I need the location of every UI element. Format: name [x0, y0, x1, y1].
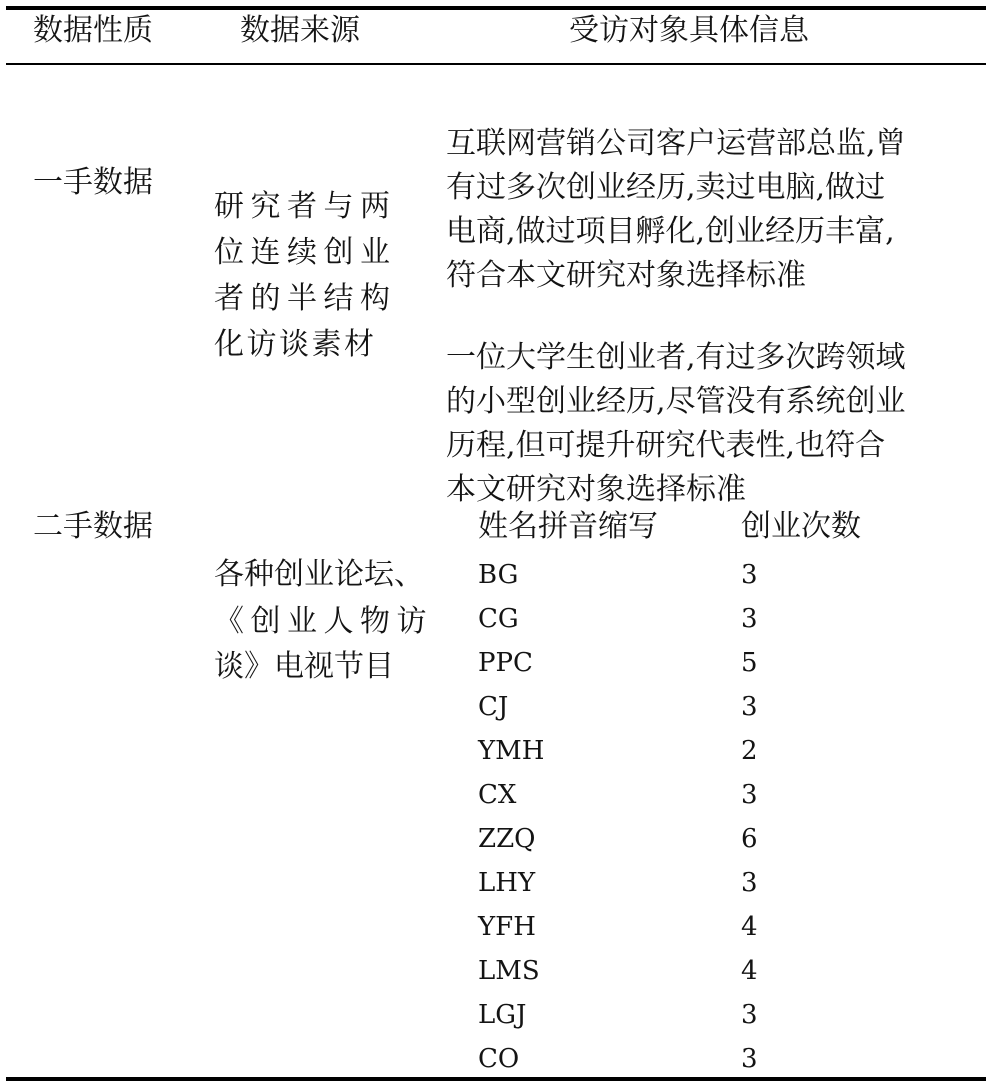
secondary-source-line: 谈》电视节目	[214, 649, 394, 684]
entrepreneur-name: LHY	[478, 868, 536, 898]
interviewee-2-line: 本文研究对象选择标准	[446, 472, 746, 507]
entrepreneur-name: CO	[478, 1044, 520, 1074]
table-bottom-rule	[6, 1077, 986, 1081]
venture-count: 3	[741, 868, 758, 898]
venture-count: 3	[741, 604, 758, 634]
interviewee-2-line: 一位大学生创业者,有过多次跨领域	[446, 340, 906, 375]
entrepreneur-name: LMS	[478, 956, 540, 986]
table-header-rule	[6, 63, 986, 65]
entrepreneur-name: CX	[478, 780, 517, 810]
interviewee-1-line: 有过多次创业经历,卖过电脑,做过	[446, 170, 886, 205]
entrepreneur-name: LGJ	[478, 1000, 527, 1030]
venture-count: 3	[741, 780, 758, 810]
primary-data-category: 一手数据	[33, 165, 153, 200]
table-top-rule	[6, 6, 986, 10]
interviewee-2-line: 的小型创业经历,尽管没有系统创业	[446, 384, 906, 419]
interviewee-1-line: 符合本文研究对象选择标准	[446, 258, 806, 293]
entrepreneur-name: CG	[478, 604, 519, 634]
entrepreneur-name: YFH	[478, 912, 536, 942]
secondary-source-line: 《创业人物访	[214, 604, 433, 639]
venture-count: 3	[741, 1044, 758, 1074]
primary-source-line: 研究者与两	[214, 189, 397, 224]
interviewee-1-line: 互联网营销公司客户运营部总监,曾	[446, 126, 906, 161]
header-data-nature: 数据性质	[33, 13, 153, 48]
venture-count: 5	[741, 648, 758, 678]
venture-count: 3	[741, 1000, 758, 1030]
entrepreneur-name: BG	[478, 560, 519, 590]
interviewee-2-line: 历程,但可提升研究代表性,也符合	[446, 428, 886, 463]
entrepreneur-name: ZZQ	[478, 824, 536, 854]
interviewee-1-line: 电商,做过项目孵化,创业经历丰富,	[446, 214, 895, 249]
venture-count: 3	[741, 560, 758, 590]
secondary-data-category: 二手数据	[33, 509, 153, 544]
entrepreneur-name: YMH	[478, 736, 545, 766]
entrepreneur-name: PPC	[478, 648, 533, 678]
entrepreneur-name: CJ	[478, 692, 509, 722]
primary-source-line: 者的半结构	[214, 281, 397, 316]
subheader-name-initials: 姓名拼音缩写	[478, 509, 658, 544]
venture-count: 4	[741, 912, 758, 942]
header-data-source: 数据来源	[240, 13, 360, 48]
venture-count: 3	[741, 692, 758, 722]
primary-source-line: 化访谈素材	[214, 327, 377, 362]
header-interviewee-info: 受访对象具体信息	[569, 13, 809, 48]
primary-source-line: 位连续创业	[214, 235, 397, 270]
venture-count: 6	[741, 824, 758, 854]
venture-count: 2	[741, 736, 758, 766]
venture-count: 4	[741, 956, 758, 986]
subheader-venture-count: 创业次数	[741, 509, 861, 544]
secondary-source-line: 各种创业论坛、	[214, 557, 424, 592]
